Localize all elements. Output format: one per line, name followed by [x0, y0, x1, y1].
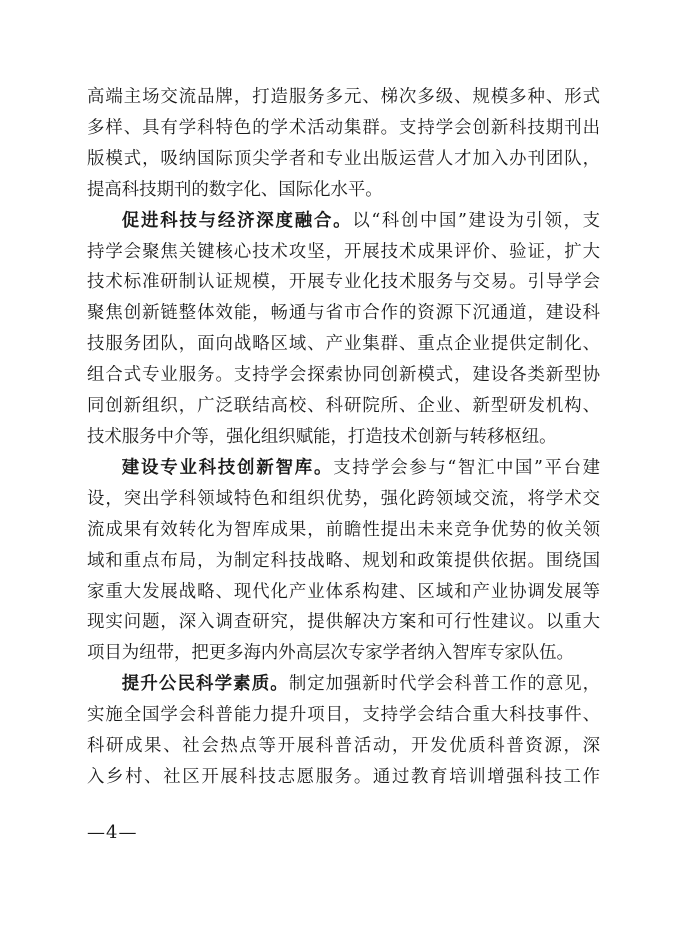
text-line: 入乡村、社区开展科技志愿服务。通过教育培训增强科技工作: [87, 766, 600, 787]
text-line: 流成果有效转化为智库成果，前瞻性提出未来竞争优势的攸关领: [87, 519, 600, 540]
paragraph-tech-economy-integration: [87, 206, 600, 453]
text-line: 版模式，吸纳国际顶尖学者和专业出版运营人才加入办刊团队，: [87, 148, 600, 169]
document-body: [87, 82, 600, 793]
text-line: 项目为纽带，把更多海内外高层次专家学者纳入智库专家队伍。: [87, 643, 574, 664]
text-line: 技术标准研制认证规模，开展专业化技术服务与交易。引导学会: [87, 272, 600, 293]
text-line: [87, 206, 600, 237]
text-line: 家重大发展战略、现代化产业体系构建、区域和产业协调发展等: [87, 581, 600, 602]
page-number: —4—: [87, 822, 138, 843]
text-run: 支持学会参与“智汇中国”平台建: [333, 457, 600, 478]
text-line: 多样、具有学科特色的学术活动集群。支持学会创新科技期刊出: [87, 117, 600, 138]
paragraph-science-literacy: [87, 669, 600, 793]
text-line: 设，突出学科领域特色和组织优势，强化跨领域交流，将学术交: [87, 488, 600, 509]
text-line: [87, 669, 600, 700]
text-run: 制定加强新时代学会科普工作的意见，: [288, 674, 600, 695]
paragraph-academic-activities: [87, 82, 600, 206]
text-line: 域和重点布局，为制定科技战略、规划和政策提供依据。围绕国: [87, 550, 600, 571]
paragraph-heading: 建设专业科技创新智库。: [121, 457, 334, 478]
text-line: 持学会聚焦关键核心技术攻坚，开展技术成果评价、验证，扩大: [87, 241, 600, 262]
text-line: 技术服务中介等，强化组织赋能，打造技术创新与转移枢纽。: [87, 426, 557, 447]
text-line: 组合式专业服务。支持学会探索协同创新模式，建设各类新型协: [87, 365, 600, 386]
paragraph-think-tank: [87, 453, 600, 669]
text-line: 实施全国学会科普能力提升项目，支持学会结合重大科技事件、: [87, 705, 600, 726]
text-line: 提高科技期刊的数字化、国际化水平。: [87, 179, 383, 200]
text-line: 现实问题，深入调查研究，提供解决方案和可行性建议。以重大: [87, 612, 600, 633]
text-line: 高端主场交流品牌，打造服务多元、梯次多级、规模多种、形式: [87, 87, 600, 107]
text-run: 以“科创中国”建设为引领，支: [352, 210, 600, 231]
text-line: [87, 453, 600, 484]
text-line: 技服务团队，面向战略区域、产业集群、重点企业提供定制化、: [87, 334, 600, 355]
text-line: 科研成果、社会热点等开展科普活动，开发优质科普资源，深: [87, 736, 600, 757]
text-line: 聚焦创新链整体效能，畅通与省市合作的资源下沉通道，建设科: [87, 303, 600, 324]
paragraph-heading: 提升公民科学素质。: [121, 674, 289, 695]
paragraph-heading: 促进科技与经济深度融合。: [121, 210, 353, 231]
text-line: 同创新组织，广泛联结高校、科研院所、企业、新型研发机构、: [87, 396, 600, 417]
